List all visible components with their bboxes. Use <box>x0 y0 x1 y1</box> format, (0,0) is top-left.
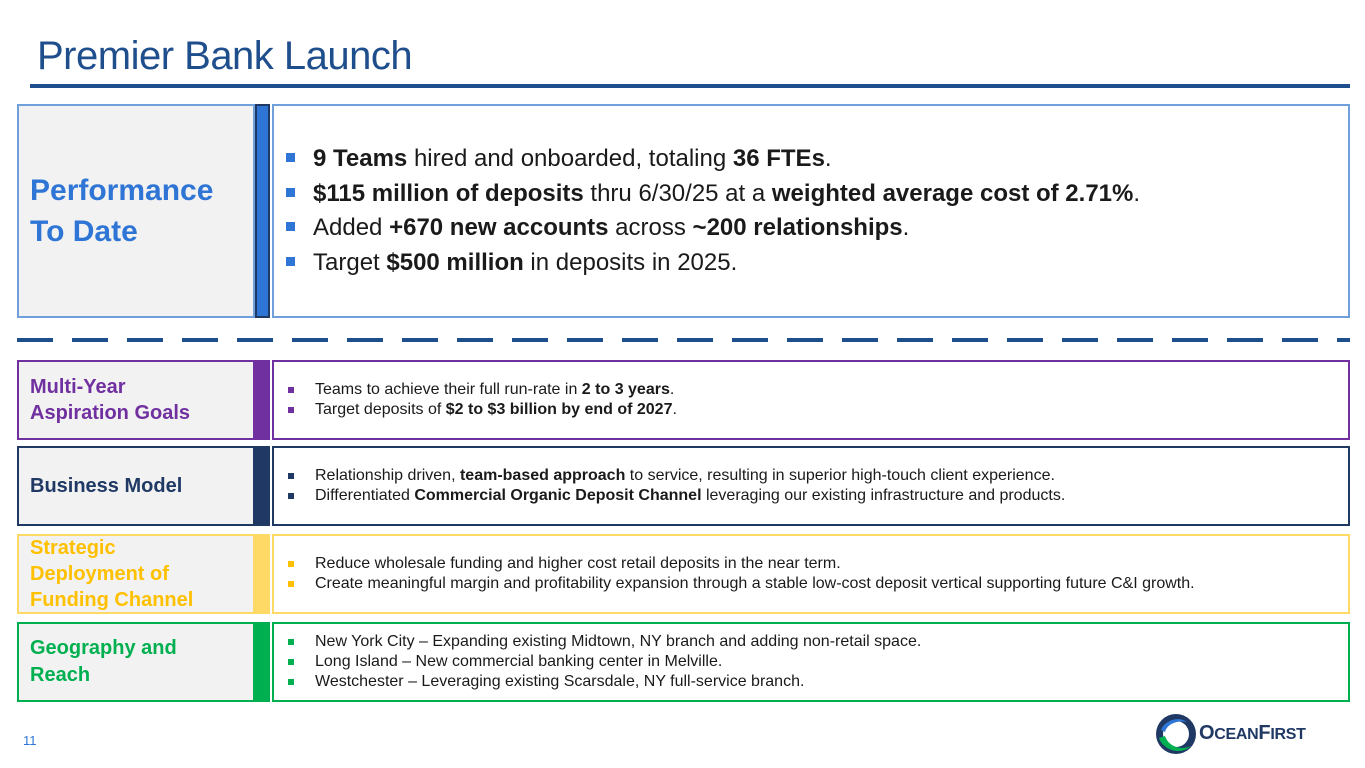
bullet-item <box>286 177 1140 212</box>
bullet-bold-text: Commercial Organic Deposit Channel <box>414 487 702 504</box>
geography-bullets <box>288 632 921 692</box>
bullet-text: Reduce wholesale funding and higher cost retail deposits in the near term. <box>315 555 841 572</box>
business-model-accent-bar <box>255 446 270 526</box>
bullet-item <box>288 652 921 672</box>
square-bullet-icon <box>288 659 294 665</box>
bullet-item <box>286 142 1140 177</box>
bullet-text: Westchester – Leveraging existing Scarsdale, NY full-service branch. <box>315 673 805 690</box>
multi-year-label <box>17 360 255 440</box>
strategic-label <box>17 534 255 614</box>
bullet-item <box>286 211 1140 246</box>
bullet-item <box>288 466 1065 486</box>
square-bullet-icon <box>288 493 294 499</box>
bullet-text: Added <box>313 214 390 241</box>
square-bullet-icon <box>288 561 294 567</box>
square-bullet-icon <box>286 153 295 162</box>
bullet-bold-text: weighted average cost of 2.71% <box>771 179 1134 207</box>
business-model-content <box>272 446 1350 526</box>
geography-label-line1: Geography and <box>30 637 177 659</box>
bullet-item <box>288 672 921 692</box>
geography-accent-bar <box>255 622 270 702</box>
square-bullet-icon <box>286 257 295 266</box>
bullet-text: Target deposits of <box>315 401 446 418</box>
geography-label <box>17 622 255 702</box>
square-bullet-icon <box>288 407 294 413</box>
bullet-text: . <box>672 401 677 418</box>
bullet-bold-text: $2 to $3 billion by end of 2027 <box>445 401 673 418</box>
bullet-text: Differentiated <box>315 487 415 504</box>
bullet-text: thru 6/30/25 at a <box>583 179 772 207</box>
bullet-text: . <box>1133 179 1141 207</box>
square-bullet-icon <box>288 473 294 479</box>
bullet-item <box>286 246 1140 281</box>
bullet-item <box>288 380 677 400</box>
strategic-accent-bar <box>255 534 270 614</box>
title-underline <box>30 84 1350 88</box>
bullet-text: Relationship driven, <box>315 467 460 484</box>
oceanfirst-logo <box>1155 712 1345 756</box>
performance-accent-bar <box>255 104 270 318</box>
bullet-item <box>288 400 677 420</box>
multi-year-label-line1: Multi-Year <box>30 376 126 398</box>
business-model-section <box>17 446 1350 526</box>
logo-text-cean: CEAN <box>1214 726 1259 743</box>
bullet-bold-text: team-based approach <box>459 467 626 484</box>
bullet-bold-text: 2 to 3 years <box>581 381 670 398</box>
strategic-section <box>17 534 1350 614</box>
logo-text-f: F <box>1258 722 1271 744</box>
bullet-text: Create meaningful margin and profitability expansion through a stable low-cost deposit vertical supporting future C&I growth. <box>315 575 1195 592</box>
bullet-text: across <box>608 214 693 241</box>
multi-year-content <box>272 360 1350 440</box>
bullet-text: Long Island – New commercial banking center in Melville. <box>315 653 723 670</box>
strategic-label-line1: Strategic <box>30 537 116 559</box>
bullet-text: . <box>669 381 675 398</box>
page-title: Premier Bank Launch <box>37 34 413 78</box>
geography-section <box>17 622 1350 702</box>
performance-bullets <box>286 142 1140 280</box>
performance-content <box>272 104 1350 318</box>
geography-label-line2: Reach <box>30 664 91 686</box>
square-bullet-icon <box>288 387 294 393</box>
square-bullet-icon <box>288 679 294 685</box>
multi-year-section <box>17 360 1350 440</box>
wave-logo-icon <box>1155 712 1197 756</box>
multi-year-bullets <box>288 380 677 420</box>
page-number: 11 <box>23 733 37 748</box>
business-model-bullets <box>288 466 1065 506</box>
bullet-text: . <box>902 214 910 241</box>
bullet-text: hired and onboarded, totaling <box>407 145 733 172</box>
bullet-bold-text: ~200 relationships <box>692 214 903 241</box>
multi-year-accent-bar <box>255 360 270 440</box>
strategic-content <box>272 534 1350 614</box>
bullet-text: Teams to achieve their full run-rate in <box>315 381 582 398</box>
square-bullet-icon <box>286 222 295 231</box>
logo-wordmark <box>1199 722 1306 745</box>
geography-content <box>272 622 1350 702</box>
performance-label-line1: Performance <box>30 174 214 207</box>
bullet-text: in deposits in 2025. <box>523 248 738 276</box>
strategic-label-line2: Deployment of <box>30 563 169 585</box>
bullet-text: to service, resulting in superior high-touch client experience. <box>625 467 1055 484</box>
bullet-text: Target <box>313 248 387 276</box>
bullet-item <box>288 632 921 652</box>
business-model-label: Business Model <box>17 446 255 526</box>
bullet-item <box>288 486 1065 506</box>
bullet-bold-text: $115 million of deposits <box>313 179 584 207</box>
bullet-bold-text: $500 million <box>386 248 524 276</box>
bullet-bold-text: +670 new accounts <box>389 214 609 241</box>
performance-label <box>17 104 255 318</box>
square-bullet-icon <box>288 639 294 645</box>
logo-text-irst: IRST <box>1270 726 1306 743</box>
logo-text-o: O <box>1199 722 1215 744</box>
bullet-text: New York City – Expanding existing Midtown, NY branch and adding non-retail space. <box>315 633 922 650</box>
strategic-label-line3: Funding Channel <box>30 589 194 611</box>
square-bullet-icon <box>288 581 294 587</box>
bullet-item <box>288 554 1195 574</box>
square-bullet-icon <box>286 188 295 197</box>
bullet-item <box>288 574 1195 594</box>
multi-year-label-line2: Aspiration Goals <box>30 402 191 424</box>
performance-section <box>17 104 1350 318</box>
bullet-bold-text: 36 FTEs <box>732 145 825 172</box>
strategic-bullets <box>288 554 1195 594</box>
bullet-text: leveraging our existing infrastructure and products. <box>701 487 1066 504</box>
performance-label-line2: To Date <box>30 215 138 248</box>
bullet-text: . <box>824 145 832 172</box>
bullet-bold-text: 9 Teams <box>313 145 408 172</box>
dashed-divider <box>17 338 1350 342</box>
